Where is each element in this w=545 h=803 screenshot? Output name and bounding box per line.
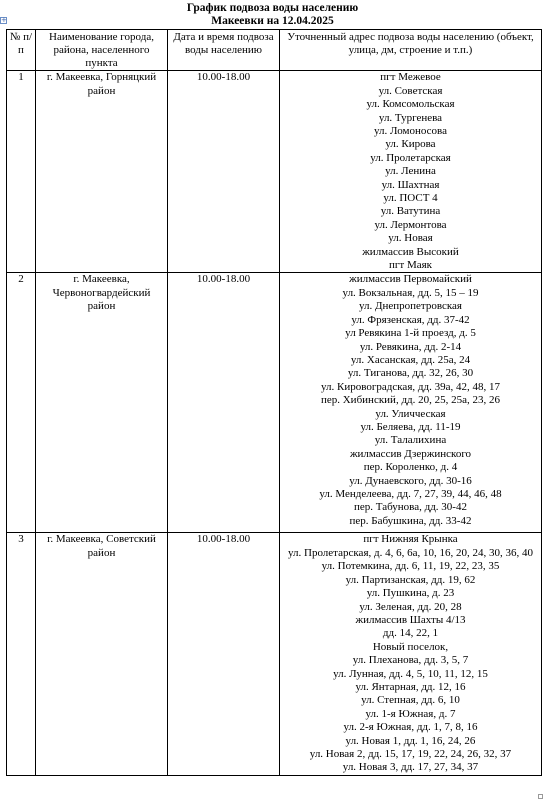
row-time: 10.00-18.00 xyxy=(168,71,280,273)
address-line: ул. Зеленая, дд. 20, 28 xyxy=(359,600,462,613)
address-line: ул. Новая 2, дд. 15, 17, 19, 22, 24, 26, 32, 37 xyxy=(309,747,512,760)
address-line: пгт Нижняя Крынка xyxy=(363,533,458,546)
header-time: Дата и время подвоза воды населению xyxy=(168,30,280,71)
row-num: 1 xyxy=(7,71,36,273)
address-line: ул. Партизанская, дд. 19, 62 xyxy=(345,573,476,586)
row-num: 3 xyxy=(7,533,36,775)
address-line: ул. Лунная, дд. 4, 5, 10, 11, 12, 15 xyxy=(333,667,488,680)
address-line: ул. ПОСТ 4 xyxy=(383,192,438,205)
address-line: ул. Хасанская, дд. 25а, 24 xyxy=(350,353,471,366)
address-line: ул. Плеханова, дд. 3, 5, 7 xyxy=(352,654,469,667)
address-line: пер. Хибинский, дд. 20, 25, 25а, 23, 26 xyxy=(320,394,501,407)
address-line: ул. Днепропетровская xyxy=(358,300,462,313)
table-row xyxy=(7,71,542,273)
address-line: ул. Тиганова, дд. 32, 26, 30 xyxy=(347,367,474,380)
row-time: 10.00-18.00 xyxy=(168,533,280,775)
address-line: пгт Межевое xyxy=(380,71,441,84)
address-line: жилмассив Высокий xyxy=(362,245,459,258)
address-line: ул Ревякина 1-й проезд, д. 5 xyxy=(345,327,476,340)
water-schedule-table xyxy=(6,29,542,776)
title-line-2: Макеевки на 12.04.2025 xyxy=(211,14,334,27)
address-line: ул. Ломоносова xyxy=(374,125,447,138)
address-line: ул. Менделеева, дд. 7, 27, 39, 44, 46, 48 xyxy=(319,487,502,500)
address-line: ул. Вокзальная, дд. 5, 15 – 19 xyxy=(342,286,479,299)
address-line: ул. Пролетарская, д. 4, 6, 6а, 10, 16, 20, 24, 30, 36, 40 xyxy=(288,546,533,559)
address-line: ул. Тургенева xyxy=(378,111,443,124)
address-line: ул. Комсомольская xyxy=(366,98,455,111)
header-name: Наименование города, района, населенного пункта xyxy=(36,30,168,71)
paragraph-end-marker xyxy=(538,794,543,799)
address-line: ул. Ватутина xyxy=(380,205,441,218)
address-line: ул. Пролетарская xyxy=(370,151,451,164)
table-row xyxy=(7,273,542,533)
address-line: ул. Степная, дд. 6, 10 xyxy=(361,694,460,707)
address-line: жилмассив Первомайский xyxy=(349,273,472,286)
address-line: ул. Ленина xyxy=(385,165,436,178)
row-addresses xyxy=(280,533,542,775)
address-line: ул. Талалихина xyxy=(374,434,447,447)
address-line: дд. 14, 22, 1 xyxy=(382,627,439,640)
address-line: ул. Фрязенская, дд. 37-42 xyxy=(351,313,470,326)
address-line: ул. Новая 3, дд. 17, 27, 34, 37 xyxy=(342,761,479,774)
address-line: ул. Потемкина, дд. 6, 11, 19, 22, 23, 35 xyxy=(321,560,500,573)
address-line: ул. 1-я Южная, д. 7 xyxy=(365,707,456,720)
document-title xyxy=(0,2,545,27)
row-name: г. Макеевка, Советский район xyxy=(36,533,168,775)
address-line: жилмассив Шахты 4/13 xyxy=(355,613,466,626)
table-header-row xyxy=(7,30,542,71)
table-move-handle-icon[interactable]: + xyxy=(1,16,7,24)
row-num: 2 xyxy=(7,273,36,533)
row-addresses xyxy=(280,273,542,533)
header-num: № п/п xyxy=(7,30,36,71)
address-line: пгт Маяк xyxy=(388,259,433,272)
address-line: ул. Кировоградская, дд. 39а, 42, 48, 17 xyxy=(321,380,500,393)
address-line: пер. Короленко, д. 4 xyxy=(363,461,458,474)
address-line: ул. Дунаевского, дд. 30-16 xyxy=(349,474,472,487)
address-line: Новый поселок, xyxy=(372,640,449,653)
address-line: ул. Ревякина, дд. 2-14 xyxy=(359,340,462,353)
address-line: ул. Лермонтова xyxy=(374,218,447,231)
header-address: Уточненный адрес подвоза воды населению (объект, улица, дм, строение и т.п.) xyxy=(280,30,542,71)
address-line: ул. Пушкина, д. 23 xyxy=(366,587,455,600)
address-line: ул. Янтарная, дд. 12, 16 xyxy=(355,680,466,693)
row-name: г. Макеевка, Червоногвардейский район xyxy=(36,273,168,533)
address-line: ул. Советская xyxy=(378,84,443,97)
row-addresses xyxy=(280,71,542,273)
address-line: ул. Новая xyxy=(388,232,433,245)
address-line: ул. Уличческая xyxy=(375,407,446,420)
address-line: ул. Беляева, дд. 11-19 xyxy=(360,420,461,433)
address-line: пер. Табунова, дд. 30-42 xyxy=(354,501,467,514)
address-line: ул. Новая 1, дд. 1, 16, 24, 26 xyxy=(345,734,476,747)
title-line-1: График подвоза воды населению xyxy=(186,2,359,14)
address-line: пер. Бабушкина, дд. 33-42 xyxy=(349,514,472,527)
address-line: ул. 2-я Южная, дд. 1, 7, 8, 16 xyxy=(343,721,478,734)
address-line: ул. Шахтная xyxy=(381,178,440,191)
address-line: ул. Кирова xyxy=(385,138,436,151)
row-time: 10.00-18.00 xyxy=(168,273,280,533)
address-line: жилмассив Дзержинского xyxy=(349,447,472,460)
row-name: г. Макеевка, Горняцкий район xyxy=(36,71,168,273)
table-row xyxy=(7,533,542,775)
